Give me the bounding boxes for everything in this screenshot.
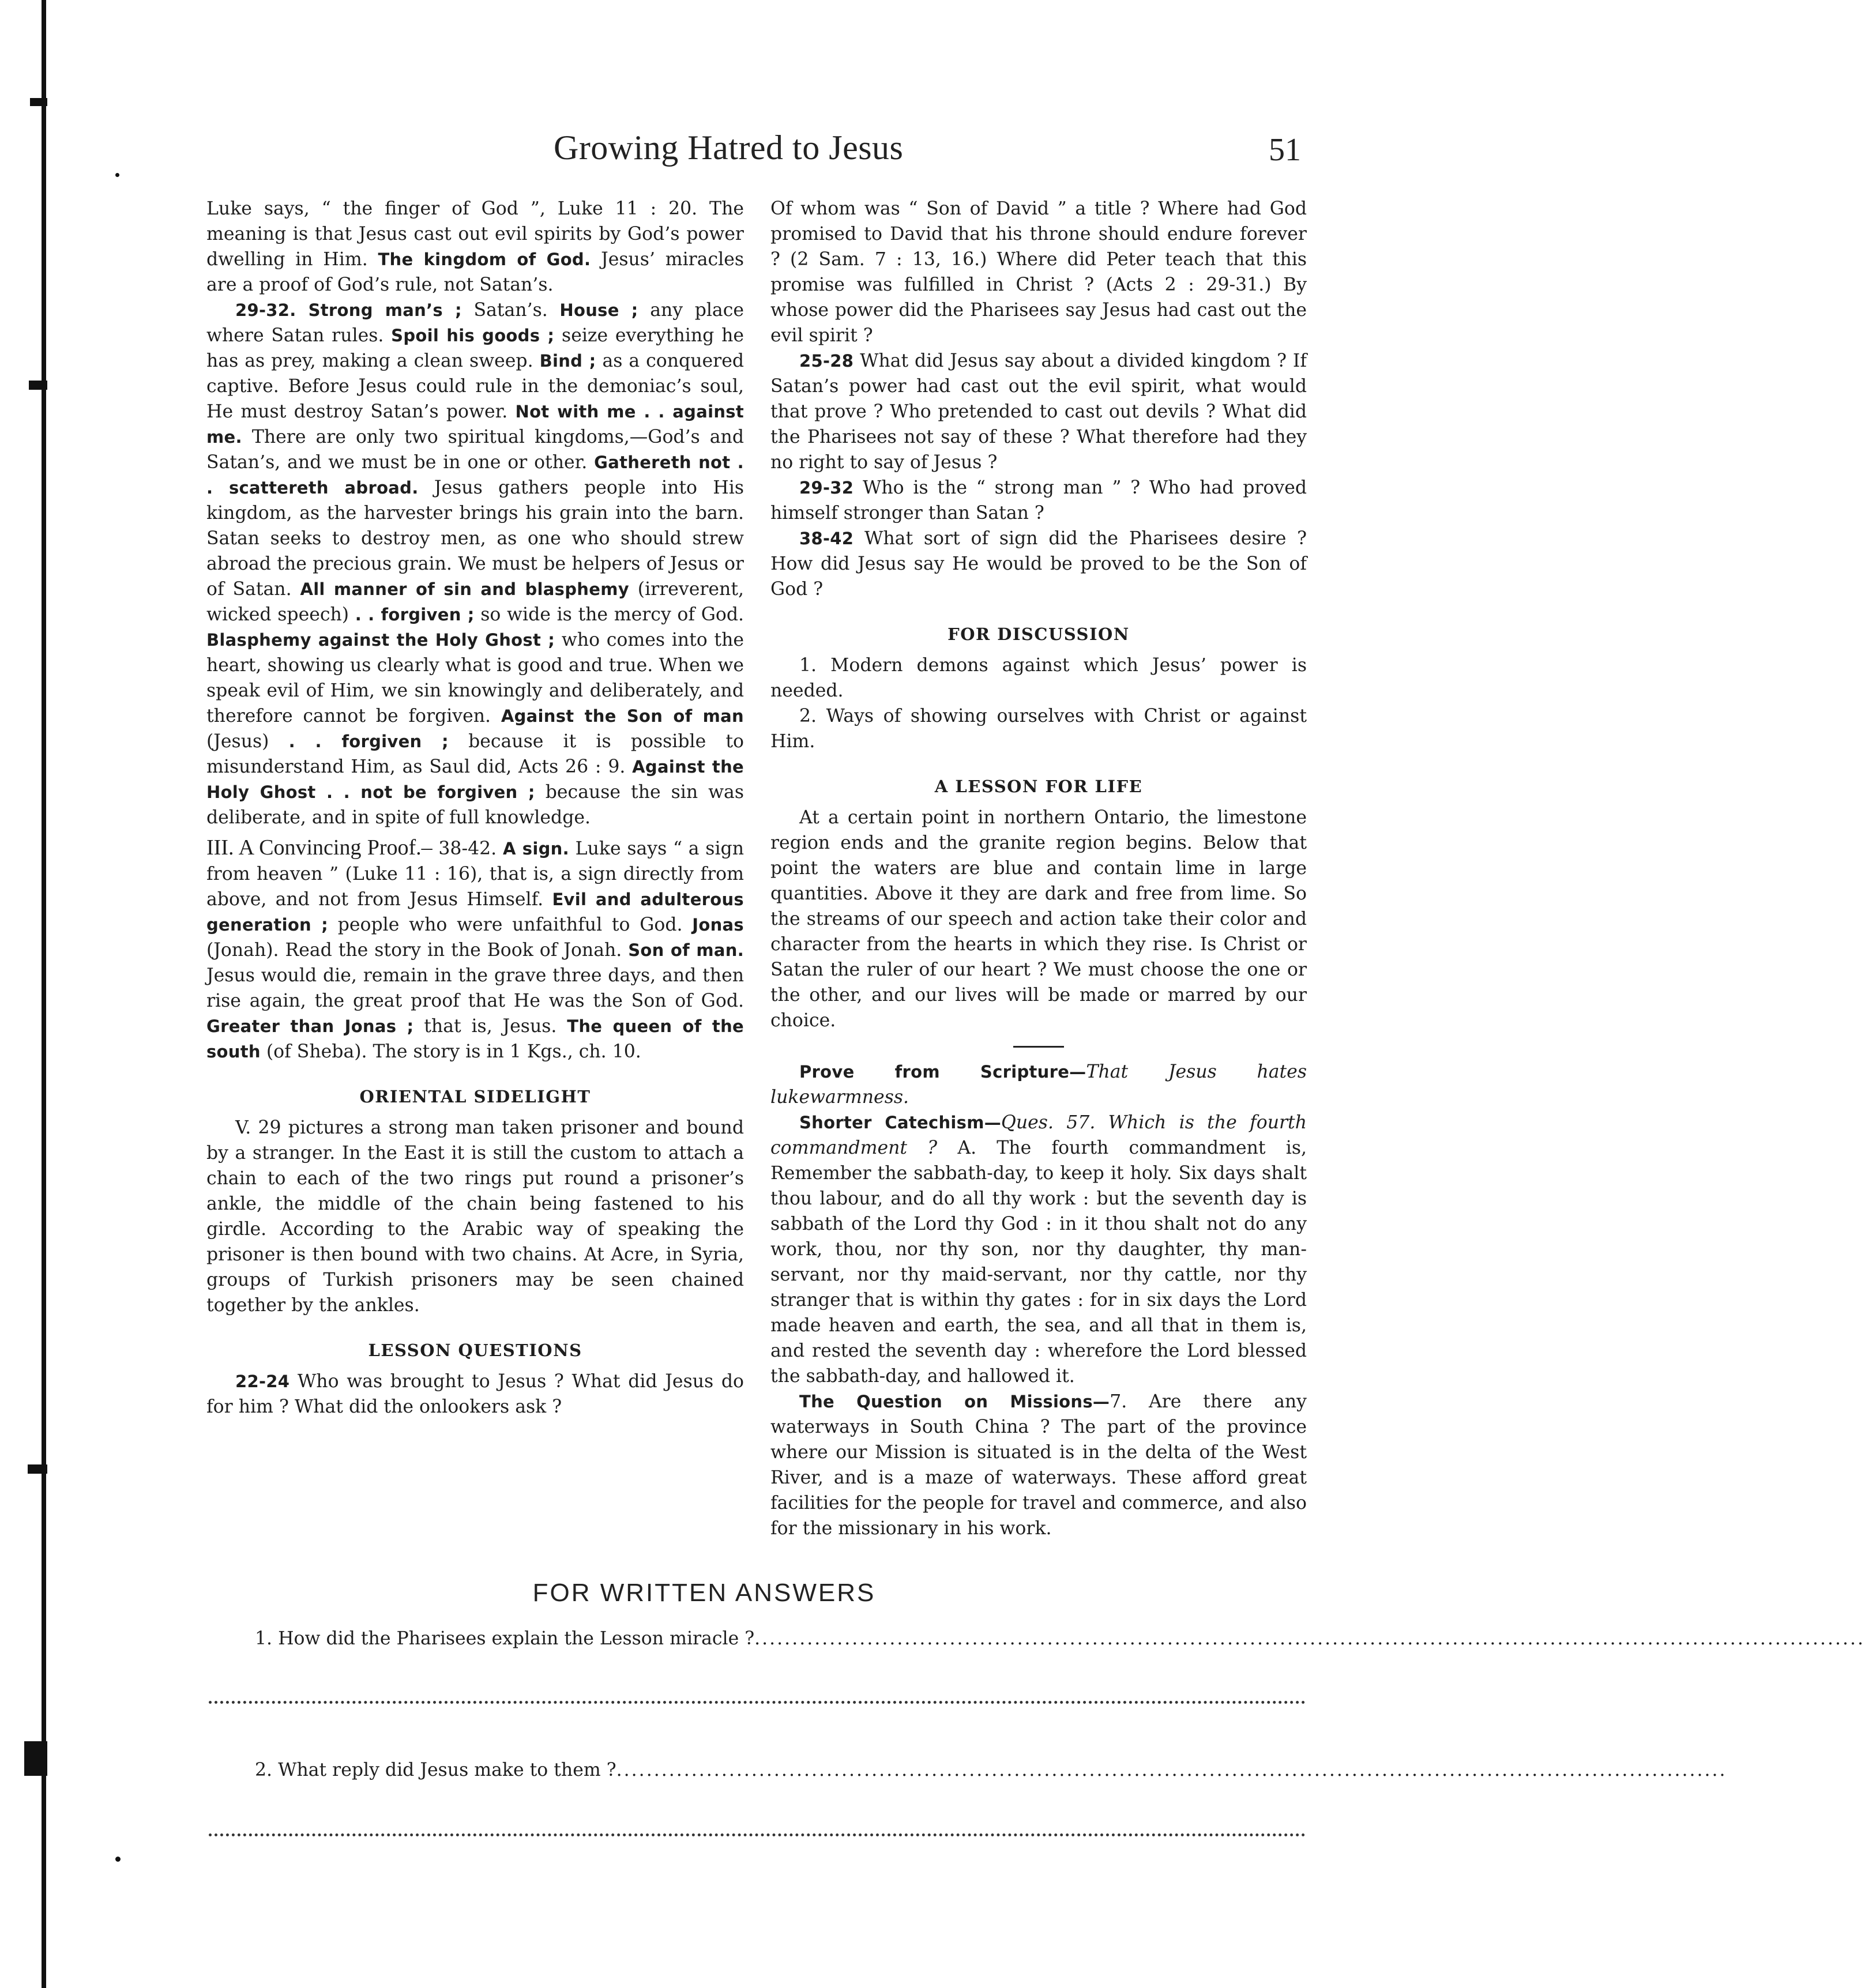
question-25-28: 25-28 What did Jesus say about a divided kingdom ? If Satan’s power had cast out the evil spirit, what would that prove ? Who pretended to cast out devils ? What did the Pharisees not say of these ? What therefore had they no right to say of Jesus ?	[770, 351, 1307, 473]
oriental-sidelight-heading: ORIENTAL SIDELIGHT	[359, 1087, 591, 1106]
answer-line[interactable]	[209, 1833, 1306, 1836]
divider-rule	[1013, 1046, 1064, 1048]
discussion-item: 1. Modern demons against which Jesus’ power is needed.	[770, 655, 1307, 701]
written-answers-heading: FOR WRITTEN ANSWERS	[532, 1579, 876, 1607]
right-column	[770, 196, 1307, 1541]
page-number: 51	[1269, 132, 1301, 168]
answer-leader-dots: ....................................................................................................................................................	[616, 1760, 1727, 1780]
page-binding-edge	[42, 0, 46, 1988]
running-title: Growing Hatred to Jesus	[554, 129, 904, 167]
edge-mark	[30, 98, 47, 106]
question-on-missions: The Question on Missions—7. Are there any waterways in South China ? The part of the province where our Mission is situated is in the delta of the West River, and is a maze of waterways. These afford great facilities for the people for travel and commerce, and also for the missionary in his work.	[770, 1391, 1307, 1539]
lesson-questions-heading: LESSON QUESTIONS	[368, 1341, 582, 1360]
edge-mark	[29, 381, 47, 390]
question-29-32: 29-32 Who is the “ strong man ” ? Who had proved himself stronger than Satan ?	[770, 477, 1307, 524]
discussion-item: 2. Ways of showing ourselves with Christ or against Him.	[770, 706, 1307, 752]
section-heading: III. A Convincing Proof.–	[206, 835, 433, 860]
question-22-24: 22-24 Who was brought to Jesus ? What did Jesus do for him ? What did the onlookers ask ?	[206, 1371, 744, 1417]
shorter-catechism: Shorter Catechism—Ques. 57. Which is the fourth commandment ? A. The fourth commandment is, Remember the sabbath-day, to keep it holy. Six days shalt thou labour, and do all thy work : but the seventh day is sabbath of the Lord thy God : in it thou shalt not do any work, thou, nor thy son, nor thy daughter, thy man-servant, nor thy maid-servant, nor thy cattle, nor thy stranger that is within thy gates : for in six days the Lord made heaven and earth, the sea, and all that in them is, and rested the seventh day : wherefore the Lord blessed the sabbath-day, and hallowed it.	[770, 1112, 1307, 1387]
answer-leader-dots: ....................................................................................................................................................	[754, 1628, 1865, 1649]
paragraph-strong-man: 29-32. Strong man’s ; Satan’s. House ; any place where Satan rules. Spoil his goods ; seize everything he has as prey, making a clean sweep. Bind ; as a conquered captive. Before Jesus could rule in the demoniac’s soul, He must destroy Satan’s power. Not with me . . against me. There are only two spiritual kingdoms,—God’s and Satan’s, and we must be in one or other. Gathereth not . . scattereth abroad. Jesus gathers people into His kingdom, as the harvester brings his grain into the barn. Satan seeks to destroy men, as one who should strew abroad the precious grain. We must be helpers of Jesus or of Satan. All manner of sin and blasphemy (irreverent, wicked speech) . . forgiven ; so wide is the mercy of God. Blasphemy against the Holy Ghost ; who comes into the heart, showing us clearly what is good and true. When we speak evil of Him, we sin knowingly and deliberately, and therefore cannot be forgiven. Against the Son of man (Jesus) . . forgiven ; because it is possible to misunderstand Him, as Saul did, Acts 26 : 9. Against the Holy Ghost . . not be forgiven ; because the sin was deliberate, and in spite of full knowledge.	[206, 300, 745, 828]
lesson-for-life-text: At a certain point in northern Ontario, the limestone region ends and the granite region begins. Below that point the waters are blue and contain lime in large quantities. Above it they are dark and free from lime. So the streams of our speech and action take their color and character from the hearts in which they rise. Is Christ or Satan the ruler of our heart ? We must choose the one or the other, and our lives will be made or marred by our choice.	[770, 807, 1307, 1031]
speck	[115, 173, 119, 177]
paragraph-convincing-proof: III. A Convincing Proof.– 38-42. A sign. Luke says “ a sign from heaven ” (Luke 11 : 16), that is, a sign directly from above, and not from Jesus Himself. Evil and adulterous generation ; people who were unfaithful to God. Jonas (Jonah). Read the story in the Book of Jonah. Son of man. Jesus would die, remain in the grave three days, and then rise again, the great proof that He was the Son of God. Greater than Jonas ; that is, Jesus. The queen of the south (of Sheba). The story is in 1 Kgs., ch. 10.	[206, 835, 745, 1062]
prove-from-scripture: Prove from Scripture—That Jesus hates lukewarmness.	[770, 1061, 1307, 1108]
paragraph-finger-of-god: Luke says, “ the finger of God ”, Luke 11 : 20. The meaning is that Jesus cast out evil spirits by God’s power dwelling in Him. The kingdom of God. Jesus’ miracles are a proof of God’s rule, not Satan’s.	[206, 198, 745, 295]
answer-line[interactable]	[209, 1701, 1306, 1704]
edge-mark	[28, 1464, 47, 1474]
left-column	[206, 196, 744, 1420]
question-22-24-continued: Of whom was “ Son of David ” a title ? Where had God promised to David that his throne should endure forever ? (2 Sam. 7 : 13, 16.) Where did Peter teach that this promise was fulfilled in Christ ? (Acts 2 : 29-31.) By whose power did the Pharisees say Jesus had cast out the evil spirit ?	[770, 198, 1307, 346]
speck	[115, 1857, 121, 1862]
written-question-1: 1. How did the Pharisees explain the Lesson miracle ?....................................................................................................................................................	[255, 1628, 1865, 1649]
question-38-42: 38-42 What sort of sign did the Pharisees desire ? How did Jesus say He would be proved to be the Son of God ?	[770, 528, 1307, 600]
written-question-2: 2. What reply did Jesus make to them ?....................................................................................................................................................	[255, 1760, 1727, 1780]
oriental-sidelight-text: V. 29 pictures a strong man taken prisoner and bound by a stranger. In the East it is still the custom to attach a chain to each of the two rings put round a prisoner’s ankle, the middle of the chain being fastened to his girdle. According to the Arabic way of speaking the prisoner is then bound with two chains. At Acre, in Syria, groups of Turkish prisoners may be seen chained together by the ankles.	[206, 1117, 744, 1316]
edge-mark	[24, 1741, 47, 1776]
lesson-for-life-heading: A LESSON FOR LIFE	[934, 777, 1143, 796]
discussion-heading: FOR DISCUSSION	[947, 624, 1130, 644]
